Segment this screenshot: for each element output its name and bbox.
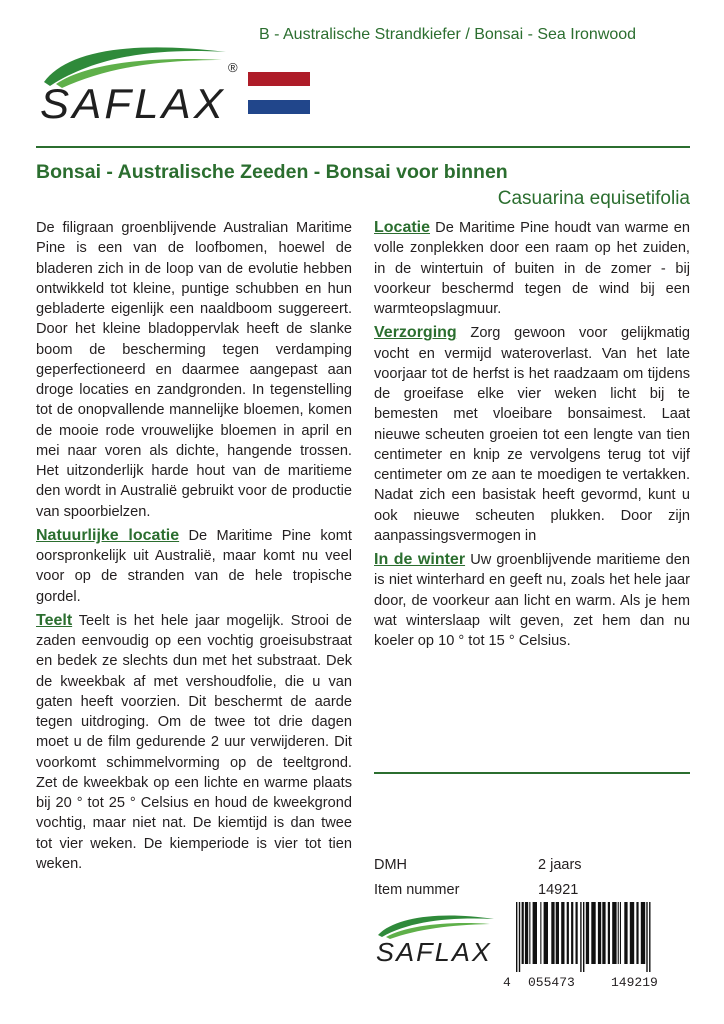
barcode-bar — [519, 902, 520, 972]
flag-stripe-blue — [248, 100, 310, 114]
barcode-bar — [641, 902, 645, 964]
left-column — [36, 218, 352, 874]
verzorging-section — [374, 323, 690, 546]
teelt-heading: Teelt — [36, 611, 73, 629]
winter-section — [374, 550, 690, 651]
saflax-logo — [36, 30, 246, 130]
dmh-value: 2 jaars — [538, 857, 582, 873]
barcode-bar — [598, 902, 601, 964]
natural-location-heading: Natuurlijke locatie — [36, 526, 180, 544]
netherlands-flag-icon — [248, 72, 310, 114]
barcode-bar — [551, 902, 554, 964]
barcode-bar — [571, 902, 573, 964]
info-divider — [374, 772, 690, 774]
header-title: B - Australische Strandkiefer / Bonsai - Sea Ironwood — [259, 26, 637, 43]
leaf-swoosh-icon — [378, 916, 494, 939]
barcode-bar — [586, 902, 589, 964]
barcode-bar — [602, 902, 605, 964]
barcode-first-digit: 4 — [503, 975, 511, 990]
barcode-bar — [544, 902, 548, 964]
natural-location-section — [36, 526, 352, 607]
barcode-bar — [533, 902, 537, 964]
barcode-bar — [624, 902, 627, 964]
item-number-value: 14921 — [538, 882, 579, 898]
barcode-bar — [649, 902, 650, 972]
barcode-bar — [580, 902, 581, 972]
barcode-bar — [612, 902, 616, 964]
barcode-bar — [556, 902, 559, 964]
registered-mark: ® — [228, 60, 238, 75]
barcode-bar — [525, 902, 528, 964]
barcode-bar — [591, 902, 595, 964]
right-column — [374, 218, 690, 651]
saflax-footer-logo — [370, 905, 500, 969]
barcode-bar — [561, 902, 564, 964]
verzorging-text: Zorg gewoon voor gelijkmatig vocht en vermijd wateroverlast. Van het late voorjaar tot de herfst is het raadzaam om tijdens de groeifase elke vier weken licht bij te bemesten met vloeibare bonsaimest. Laat nieuwe scheuten groeien tot een lengte van tien centimeter en knip ze vervolgens terug tot vijf centimeter om ze aan te moedigen te vertakken. Nadat zich een basistak heeft gevormd, kunt u ook nieuwe scheuten plukken. Door zijn aanpassingsvermogen in — [374, 325, 690, 544]
teelt-section — [36, 611, 352, 874]
barcode-left-group: 055473 — [528, 975, 575, 990]
barcode-bar — [576, 902, 578, 964]
locatie-heading: Locatie — [374, 219, 431, 236]
winter-text: Uw groenblijvende maritieme den is niet winterhard en geeft nu, zoals het hele jaar door, de voorkeur aan licht en warm. Als je hem wat winterslaap wilt geven, zet hem dan nu koeler op 10 ° tot 15 ° Celsius. — [374, 552, 691, 649]
flag-stripe-red — [248, 72, 310, 86]
barcode-bar — [608, 902, 610, 964]
barcode-right-group: 149219 — [611, 975, 658, 990]
barcode-bar — [636, 902, 638, 964]
locatie-section — [374, 218, 690, 319]
barcode-bar — [529, 902, 530, 964]
barcode-bar — [522, 902, 524, 964]
latin-name: Casuarina equisetifolia — [497, 188, 690, 209]
teelt-text: Teelt is het hele jaar mogelijk. Strooi de zaden eenvoudig op een vochtig groeisubstraat en bedek ze slechts dun met het substraat. Dek de kweekbak af met vershoudfolie, die u van gaten heeft voorzien. Dit beschermt de aarde tegen uitdroging. Om de twee tot drie dagen moet u de film gedurende 2 uur verwijderen. Dit voorkomt schimmelvorming op de teeltgrond. Zet de kweekbak op een lichte en warme plaats bij 20 ° tot 25 ° Celsius en houd de kweekgrond vochtig, maar niet nat. De kiemtijd is dan twee tot vier weken. De kiemperiode is vier tot tien weken. — [36, 612, 352, 872]
barcode-bar — [646, 902, 647, 972]
product-title: Bonsai - Australische Zeeden - Bonsai voor binnen — [36, 161, 508, 183]
barcode-bar — [567, 902, 569, 964]
natural-location-text: De Maritime Pine komt oorspronkelijk uit Australië, maar komt nu veel voor op de stranden van de hele tropische gordel. — [36, 527, 352, 605]
winter-heading: In de winter — [374, 551, 466, 568]
intro-paragraph: De filigraan groenblijvende Australian Maritime Pine is een van de loofbomen, hoewel de bladeren zich in de loop van de evolutie hebben ontwikkeld tot kleine, puntige schubben en hun gebladerte eigenlijk een naaldboom suggereert. Door het kleine bladoppervlak heeft de slanke boom de bescherming tegen verdamping geperfectioneerd en daarmee aangepast aan droge locaties en zandgronden. In tegenstelling tot de onopvallende mannelijke bloemen, komen de mooie rode vrouwelijke bloemen in april en mei naar voren als dichte, hangende trossen. Het uitzonderlijk harde hout van de maritieme den wordt in Australië gebruikt voor de productie van spoorbielzen. — [36, 220, 352, 520]
barcode — [512, 902, 690, 972]
logo-text: SAFLAX — [40, 80, 226, 127]
barcode-bar — [516, 902, 517, 972]
footer-logo-text: SAFLAX — [376, 937, 492, 967]
barcode-bar — [540, 902, 541, 964]
verzorging-heading: Verzorging — [374, 324, 457, 342]
barcode-bar — [620, 902, 621, 964]
flag-stripe-white — [248, 86, 310, 100]
barcode-bar — [583, 902, 584, 972]
barcode-bar — [618, 902, 619, 964]
dmh-label: DMH — [374, 857, 408, 873]
barcode-bar — [630, 902, 634, 964]
locatie-text: De Maritime Pine houdt van warme en volle zonplekken door een raam op het zuiden, in de wintertuin of buiten in de zomer - bij voorkeur beschermd tegen de wind bij een warmteopslagmuur. — [374, 220, 690, 317]
header-divider — [36, 146, 690, 148]
item-number-label: Item nummer — [374, 882, 460, 898]
